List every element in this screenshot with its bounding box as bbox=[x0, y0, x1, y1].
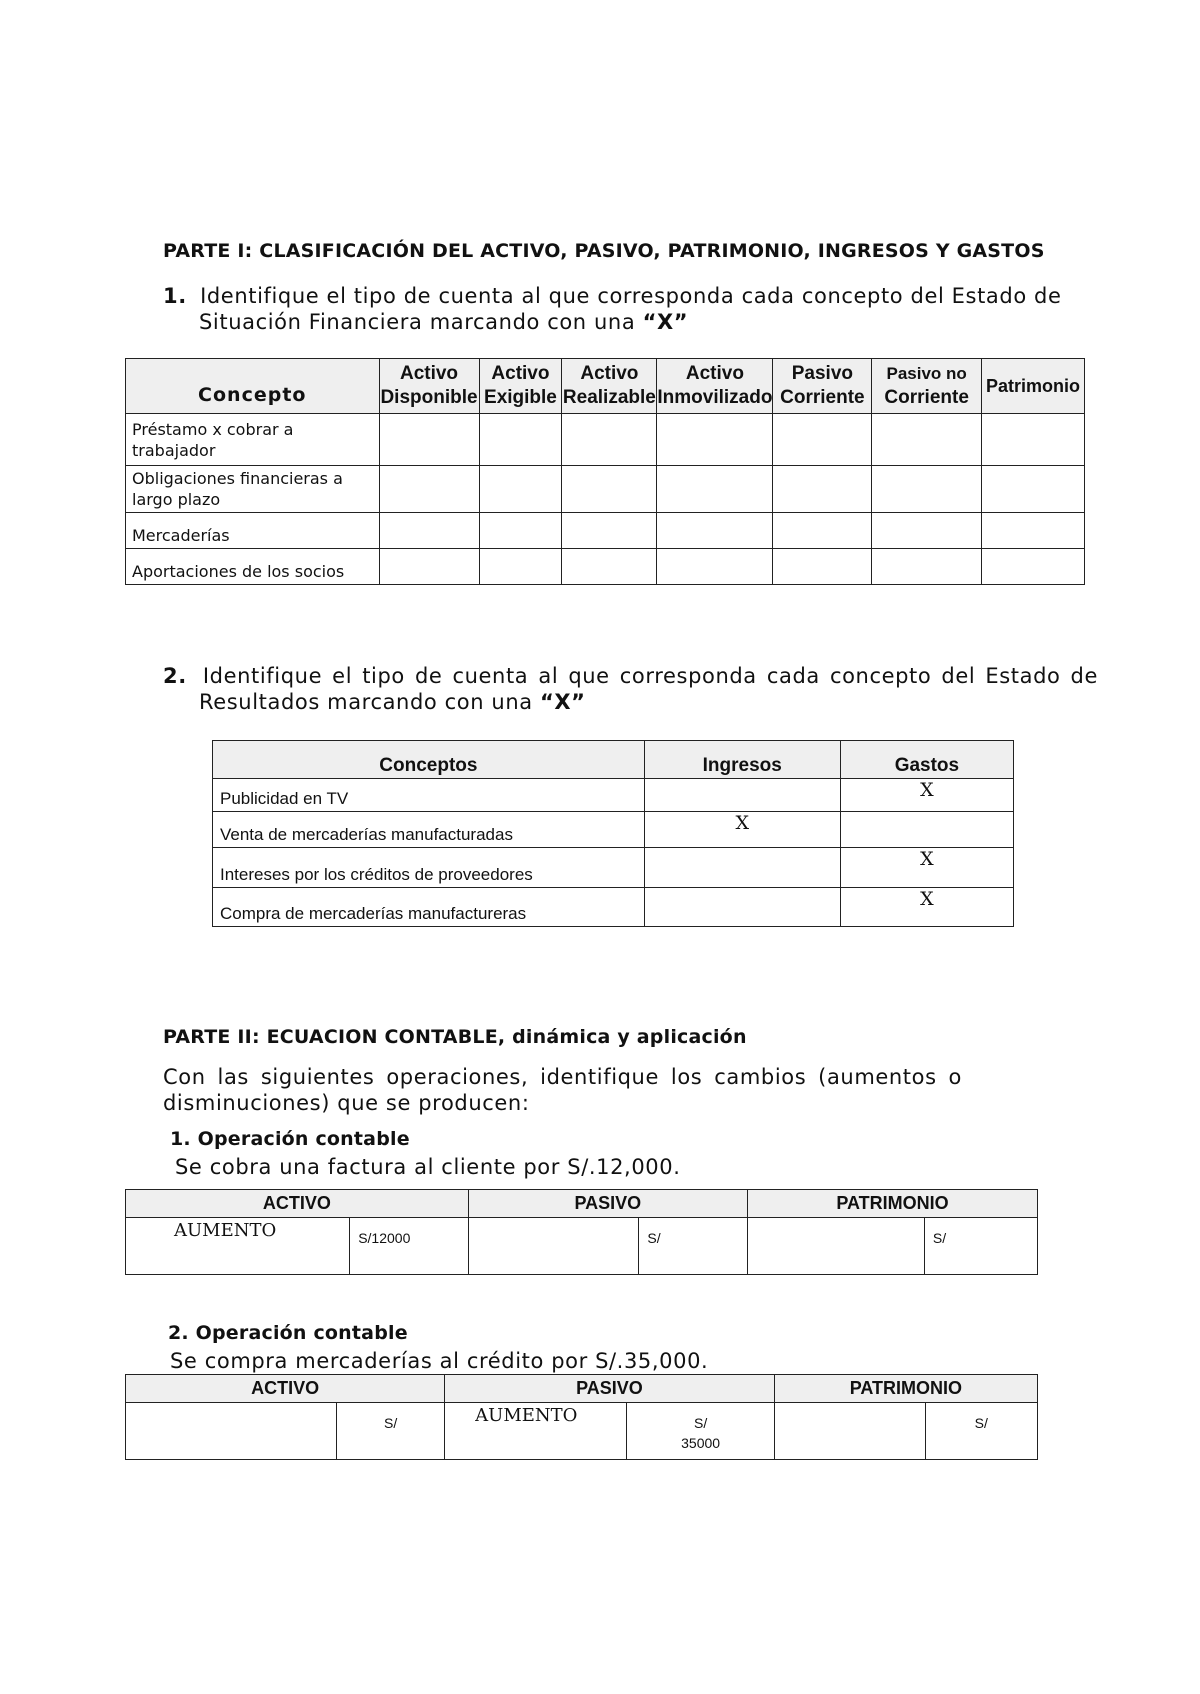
answer-cell[interactable] bbox=[982, 466, 1085, 513]
header-activo: ACTIVO bbox=[126, 1375, 445, 1403]
operation-2-title: 2. Operación contable bbox=[168, 1322, 408, 1344]
patrimonio-amount-cell[interactable]: S/ bbox=[925, 1403, 1037, 1460]
gastos-cell[interactable] bbox=[840, 812, 1013, 848]
answer-cell[interactable] bbox=[562, 414, 657, 466]
answer-cell[interactable] bbox=[872, 549, 982, 585]
header-ingresos: Ingresos bbox=[644, 741, 840, 779]
answer-cell[interactable] bbox=[657, 513, 773, 549]
header-patrimonio: Patrimonio bbox=[982, 359, 1085, 414]
pasivo-amount-value: 35000 bbox=[681, 1435, 721, 1451]
table-header-row bbox=[126, 359, 1085, 414]
question-2-number: 2. bbox=[163, 664, 187, 688]
header-pasivo: PASIVO bbox=[468, 1190, 747, 1218]
ingresos-cell[interactable] bbox=[644, 779, 840, 812]
row-label: Obligaciones financieras a largo plazo bbox=[126, 466, 380, 513]
question-2 bbox=[163, 663, 1098, 689]
gastos-cell[interactable]: X bbox=[840, 848, 1013, 888]
question-2-line1: Identifique el tipo de cuenta al que corresponda cada concepto del Estado de bbox=[202, 664, 1098, 688]
part2-intro-line2: disminuciones) que se producen: bbox=[163, 1091, 530, 1115]
header-concepto: Concepto bbox=[126, 359, 380, 414]
answer-cell[interactable] bbox=[562, 513, 657, 549]
answer-cell[interactable] bbox=[562, 549, 657, 585]
table-row bbox=[126, 466, 1085, 513]
pasivo-amount-prefix: S/ bbox=[694, 1415, 708, 1431]
operation-2-table bbox=[125, 1374, 1038, 1460]
pasivo-change-cell[interactable] bbox=[468, 1218, 639, 1275]
ingresos-cell[interactable] bbox=[644, 848, 840, 888]
activo-amount-cell[interactable]: S/12000 bbox=[350, 1218, 469, 1275]
answer-cell[interactable] bbox=[379, 549, 479, 585]
row-label: Aportaciones de los socios bbox=[126, 549, 380, 585]
operation-1-table bbox=[125, 1189, 1038, 1275]
answer-cell[interactable] bbox=[773, 549, 872, 585]
answer-cell[interactable] bbox=[872, 414, 982, 466]
part2-heading: PARTE II: ECUACION CONTABLE, dinámica y aplicación bbox=[163, 1026, 747, 1048]
header-activo-inmovilizado: Activo Inmovilizado bbox=[657, 359, 773, 414]
balance-sheet-table bbox=[125, 358, 1085, 585]
row-label: Venta de mercaderías manufacturadas bbox=[213, 812, 645, 848]
answer-cell[interactable] bbox=[379, 513, 479, 549]
row-label: Préstamo x cobrar a trabajador bbox=[126, 414, 380, 466]
activo-change-cell[interactable] bbox=[126, 1403, 337, 1460]
patrimonio-change-cell[interactable] bbox=[774, 1403, 925, 1460]
gastos-cell[interactable]: X bbox=[840, 779, 1013, 812]
answer-cell[interactable] bbox=[773, 466, 872, 513]
answer-cell[interactable] bbox=[479, 414, 562, 466]
question-1-mark: “X” bbox=[642, 310, 689, 334]
table-row bbox=[213, 888, 1014, 927]
table-row bbox=[213, 848, 1014, 888]
header-patrimonio: PATRIMONIO bbox=[774, 1375, 1037, 1403]
activo-amount-cell[interactable]: S/ bbox=[337, 1403, 445, 1460]
answer-cell[interactable] bbox=[872, 513, 982, 549]
ingresos-cell[interactable] bbox=[644, 888, 840, 927]
table-header-row bbox=[126, 1375, 1038, 1403]
answer-cell[interactable] bbox=[479, 549, 562, 585]
row-label: Publicidad en TV bbox=[213, 779, 645, 812]
answer-cell[interactable] bbox=[562, 466, 657, 513]
part2-intro-line1: Con las siguientes operaciones, identifique los cambios (aumentos o bbox=[163, 1065, 962, 1089]
question-1-number: 1. bbox=[163, 284, 187, 308]
question-1-line2-text: Situación Financiera marcando con una bbox=[199, 310, 643, 334]
answer-cell[interactable] bbox=[479, 466, 562, 513]
operation-1-description: Se cobra una factura al cliente por S/.12,000. bbox=[175, 1155, 681, 1179]
patrimonio-change-cell[interactable] bbox=[747, 1218, 924, 1275]
answer-cell[interactable] bbox=[773, 414, 872, 466]
question-1 bbox=[163, 283, 1062, 309]
answer-cell[interactable] bbox=[657, 549, 773, 585]
gastos-cell[interactable]: X bbox=[840, 888, 1013, 927]
table-row bbox=[213, 779, 1014, 812]
table-header-row bbox=[126, 1190, 1038, 1218]
answer-cell[interactable] bbox=[982, 549, 1085, 585]
activo-change-cell[interactable]: AUMENTO bbox=[126, 1218, 350, 1275]
operation-2-description: Se compra mercaderías al crédito por S/.35,000. bbox=[170, 1349, 709, 1373]
answer-cell[interactable] bbox=[773, 513, 872, 549]
pasivo-amount-cell[interactable]: S/ bbox=[639, 1218, 748, 1275]
question-1-line1: Identifique el tipo de cuenta al que corresponda cada concepto del Estado de bbox=[200, 284, 1062, 308]
row-label: Compra de mercaderías manufactureras bbox=[213, 888, 645, 927]
ingresos-cell[interactable]: X bbox=[644, 812, 840, 848]
header-activo: ACTIVO bbox=[126, 1190, 469, 1218]
header-pasivo: PASIVO bbox=[445, 1375, 775, 1403]
pasivo-amount-cell[interactable] bbox=[627, 1403, 774, 1460]
answer-cell[interactable] bbox=[982, 414, 1085, 466]
header-gastos: Gastos bbox=[840, 741, 1013, 779]
header-pasivo-no-corriente: Pasivo no Corriente bbox=[872, 359, 982, 414]
header-patrimonio: PATRIMONIO bbox=[747, 1190, 1037, 1218]
table-row bbox=[213, 812, 1014, 848]
question-1-line2 bbox=[199, 309, 688, 335]
header-activo-realizable: Activo Realizable bbox=[562, 359, 657, 414]
answer-cell[interactable] bbox=[657, 414, 773, 466]
table-row bbox=[126, 414, 1085, 466]
answer-cell[interactable] bbox=[379, 466, 479, 513]
table-row bbox=[126, 513, 1085, 549]
pasivo-change-cell[interactable]: AUMENTO bbox=[445, 1403, 627, 1460]
answer-cell[interactable] bbox=[872, 466, 982, 513]
table-header-row bbox=[213, 741, 1014, 779]
answer-cell[interactable] bbox=[479, 513, 562, 549]
header-pasivo-corriente: Pasivo Corriente bbox=[773, 359, 872, 414]
income-statement-table bbox=[212, 740, 1014, 927]
header-activo-exigible: Activo Exigible bbox=[479, 359, 562, 414]
answer-cell[interactable] bbox=[657, 466, 773, 513]
table-row bbox=[126, 549, 1085, 585]
row-label: Intereses por los créditos de proveedores bbox=[213, 848, 645, 888]
patrimonio-amount-cell[interactable]: S/ bbox=[924, 1218, 1037, 1275]
answer-cell[interactable] bbox=[379, 414, 479, 466]
part1-heading: PARTE I: CLASIFICACIÓN DEL ACTIVO, PASIVO, PATRIMONIO, INGRESOS Y GASTOS bbox=[163, 240, 1045, 262]
operation-1-title: 1. Operación contable bbox=[170, 1128, 410, 1150]
table-row bbox=[126, 1218, 1038, 1275]
answer-cell[interactable] bbox=[982, 513, 1085, 549]
question-2-line2 bbox=[199, 689, 586, 715]
row-label: Mercaderías bbox=[126, 513, 380, 549]
header-activo-disponible: Activo Disponible bbox=[379, 359, 479, 414]
question-2-mark: “X” bbox=[539, 690, 586, 714]
question-2-line2-text: Resultados marcando con una bbox=[199, 690, 540, 714]
table-row bbox=[126, 1403, 1038, 1460]
header-conceptos: Conceptos bbox=[213, 741, 645, 779]
